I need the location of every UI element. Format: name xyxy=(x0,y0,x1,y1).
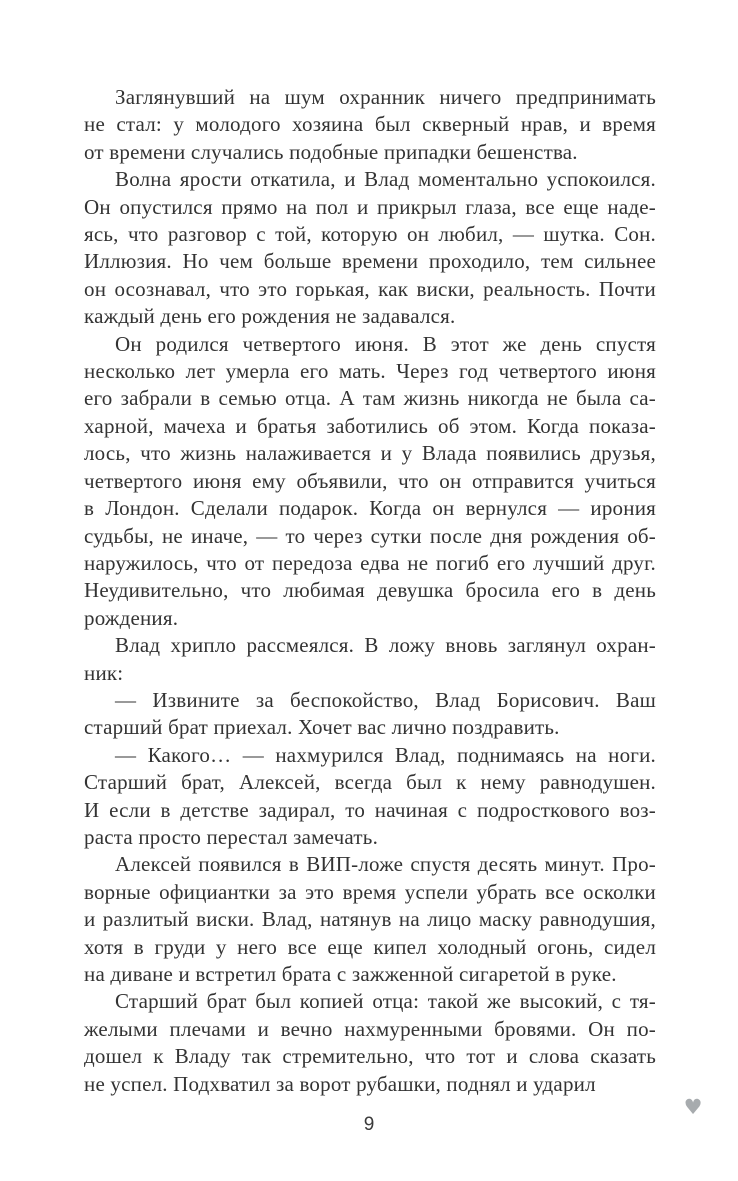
paragraph xyxy=(84,988,656,1098)
text-line: Влад хрипло рассмеялся. В ложу вновь заглянул охран- xyxy=(115,633,656,658)
text-line: его забрали в семью отца. А там жизнь никогда не была са- xyxy=(84,386,656,411)
text-line: дошел к Владу так стремительно, что тот и слова сказать xyxy=(84,1044,656,1069)
favorite-heart-button[interactable] xyxy=(680,1094,706,1120)
text-line: от времени случались подобные припадки бешенства. xyxy=(84,139,578,164)
text-line: судьбы, не иначе, — то через сутки после дня рождения об- xyxy=(84,523,656,548)
text-line: — Извините за беспокойство, Влад Борисович. Ваш xyxy=(115,687,656,712)
text-line: Старший брат был копией отца: такой же высокий, с тя- xyxy=(115,989,656,1014)
paragraph xyxy=(84,742,656,852)
text-line: Он опустился прямо на пол и прикрыл глаза, все еще наде- xyxy=(84,194,656,219)
text-line: Он родился четвертого июня. В этот же день спустя xyxy=(115,331,656,356)
text-line: Алексей появился в ВИП-ложе спустя десять минут. Про- xyxy=(115,852,656,877)
paragraph xyxy=(84,687,656,742)
text-line: ворные официантки за это время успели убрать все осколки xyxy=(84,879,656,904)
text-line: — Какого… — нахмурился Влад, поднимаясь на ноги. xyxy=(115,742,656,767)
text-line: четвертого июня ему объявили, что он отправится учиться xyxy=(84,468,656,493)
text-line: старший брат приехал. Хочет вас лично поздравить. xyxy=(84,715,560,740)
text-line: раста просто перестал замечать. xyxy=(84,824,379,849)
text-line: рождения. xyxy=(84,605,179,630)
text-line: он осознавал, что это горькая, как виски, реальность. Почти xyxy=(84,276,656,301)
text-line: И если в детстве задирал, то начиная с подросткового воз- xyxy=(84,797,656,822)
page-text xyxy=(84,84,656,1098)
text-line: лось, что жизнь налаживается и у Влада появились друзья, xyxy=(84,441,656,466)
text-line: Заглянувший на шум охранник ничего предпринимать xyxy=(115,85,656,109)
text-line: Неудивительно, что любимая девушка бросила его в день xyxy=(84,578,656,603)
text-line: Иллюзия. Но чем больше времени проходило, тем сильнее xyxy=(84,249,656,274)
text-line: каждый день его рождения не задавался. xyxy=(84,304,456,329)
text-line: не стал: у молодого хозяина был скверный нрав, и время xyxy=(84,112,656,137)
text-line: харной, мачеха и братья заботились об этом. Когда показа- xyxy=(84,413,656,438)
page-number: 9 xyxy=(363,1114,375,1135)
text-line: желыми плечами и вечно нахмуренными бровями. Он по- xyxy=(84,1016,656,1041)
paragraph xyxy=(84,632,656,687)
text-line: в Лондон. Сделали подарок. Когда он вернулся — ирония xyxy=(84,496,656,521)
paragraph xyxy=(84,166,656,330)
text-line: ясь, что разговор с той, которую он любил, — шутка. Сон. xyxy=(84,222,656,247)
text-line: ник: xyxy=(84,660,124,685)
text-line: не успел. Подхватил за ворот рубашки, поднял и ударил xyxy=(84,1071,596,1096)
text-line: и разлитый виски. Влад, натянув на лицо маску равнодушия, xyxy=(84,907,656,932)
text-line: на диване и встретил брата с зажженной сигаретой в руке. xyxy=(84,962,617,986)
page-footer xyxy=(0,1114,738,1136)
paragraph xyxy=(84,84,656,166)
paragraph xyxy=(84,331,656,632)
text-line: несколько лет умерла его мать. Через год четвертого июня xyxy=(84,359,656,384)
text-line: Старший брат, Алексей, всегда был к нему равнодушен. xyxy=(84,770,656,795)
text-line: наружилось, что от передоза едва не погиб его лучший друг. xyxy=(84,550,656,575)
text-line: Волна ярости откатила, и Влад моментально успокоился. xyxy=(115,167,656,192)
text-line: хотя в груди у него все еще кипел холодный огонь, сидел xyxy=(84,934,656,959)
heart-icon: ♥ xyxy=(683,1095,703,1119)
paragraph xyxy=(84,851,656,988)
